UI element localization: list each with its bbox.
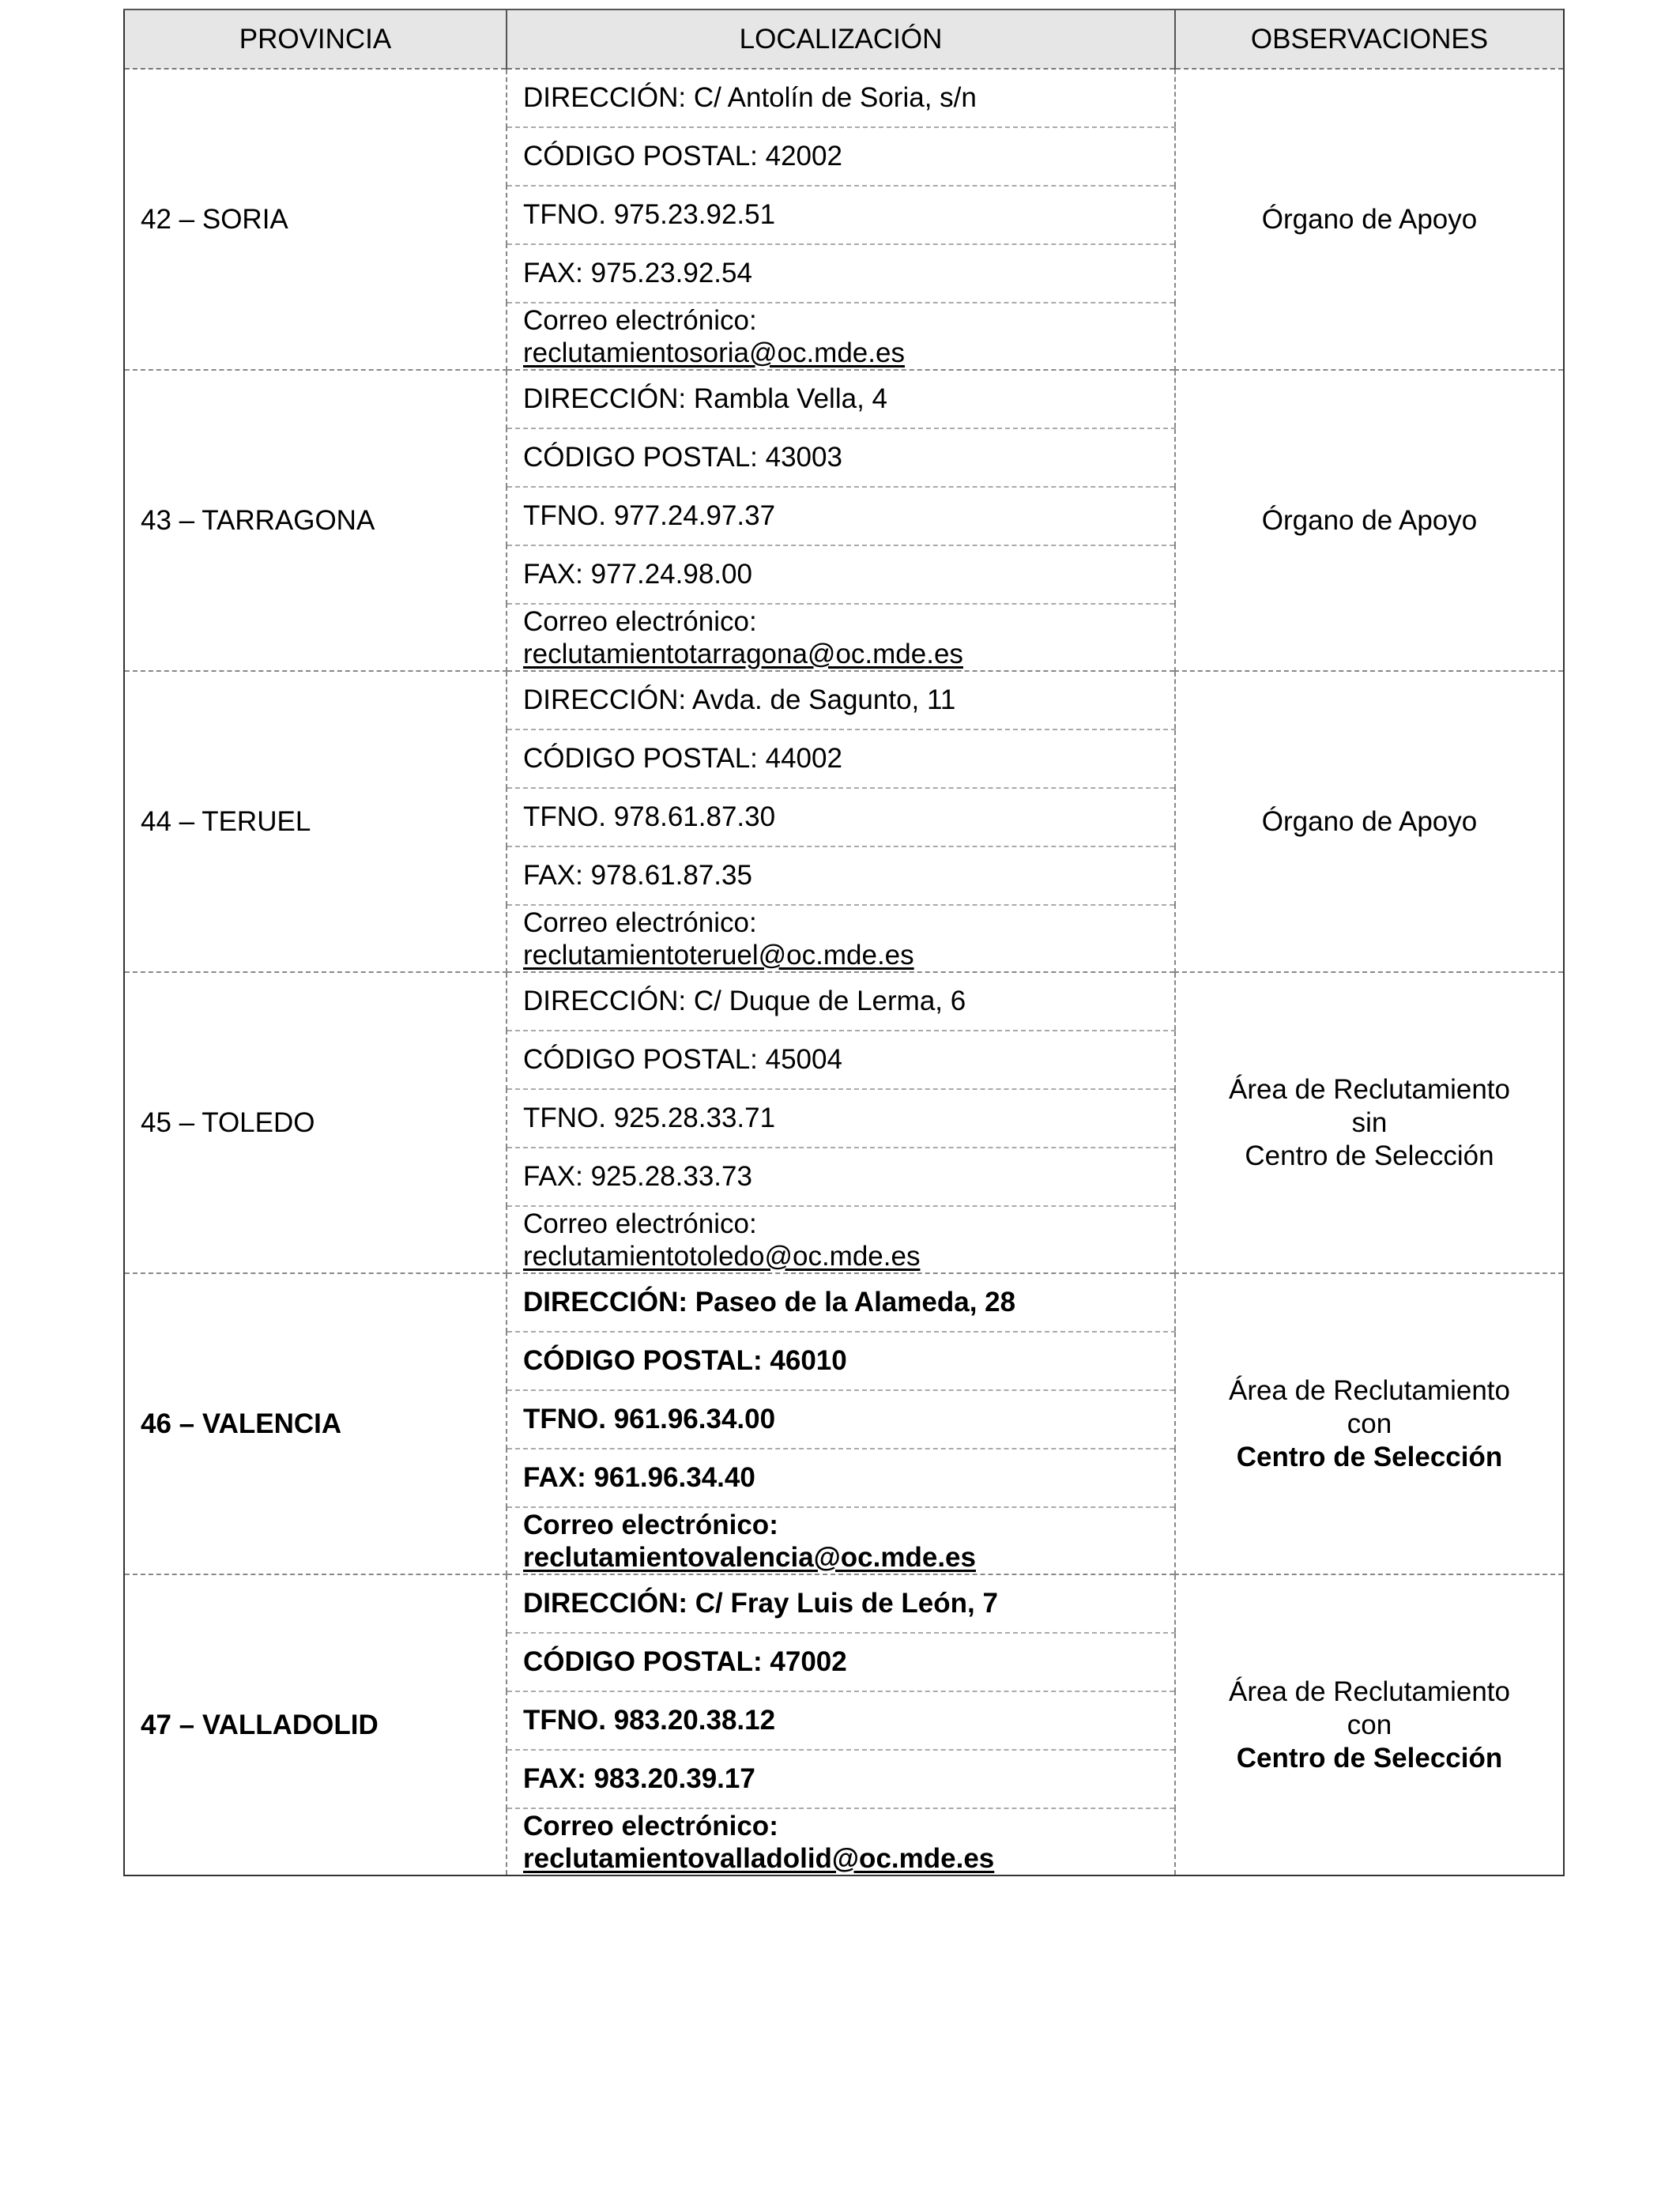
localizacion-telefono: TFNO. 925.28.33.71 <box>507 1089 1175 1148</box>
table-row <box>124 370 1564 428</box>
observaciones-line: Centro de Selección <box>1236 1742 1503 1774</box>
localizacion-telefono: TFNO. 961.96.34.00 <box>507 1390 1175 1449</box>
provincia-cell: 42 – SORIA <box>124 69 507 370</box>
localizacion-codigo-postal: CÓDIGO POSTAL: 42002 <box>507 127 1175 186</box>
correo-link[interactable]: reclutamientoteruel@oc.mde.es <box>523 939 914 971</box>
observaciones-line: sin <box>1351 1106 1388 1138</box>
localizacion-correo <box>507 1808 1175 1875</box>
localizacion-codigo-postal: CÓDIGO POSTAL: 46010 <box>507 1332 1175 1390</box>
localizacion-codigo-postal: CÓDIGO POSTAL: 43003 <box>507 428 1175 487</box>
correo-link[interactable]: reclutamientosoria@oc.mde.es <box>523 337 905 368</box>
correo-label: Correo electrónico: <box>523 907 757 938</box>
observaciones-line: Órgano de Apoyo <box>1261 805 1478 837</box>
localizacion-correo <box>507 303 1175 370</box>
correo-label: Correo electrónico: <box>523 1208 757 1239</box>
correo-label: Correo electrónico: <box>523 605 757 637</box>
correo-label: Correo electrónico: <box>523 1810 778 1842</box>
localizacion-fax: FAX: 975.23.92.54 <box>507 244 1175 303</box>
localizacion-direccion: DIRECCIÓN: C/ Fray Luis de León, 7 <box>507 1574 1175 1633</box>
observaciones-line: Centro de Selección <box>1236 1441 1503 1472</box>
observaciones-cell <box>1175 671 1564 972</box>
localizacion-direccion: DIRECCIÓN: Rambla Vella, 4 <box>507 370 1175 428</box>
observaciones-line: Área de Reclutamiento <box>1228 1073 1511 1105</box>
table-body <box>124 69 1564 1875</box>
localizacion-telefono: TFNO. 975.23.92.51 <box>507 186 1175 244</box>
localizacion-correo <box>507 1507 1175 1574</box>
localizacion-direccion: DIRECCIÓN: Avda. de Sagunto, 11 <box>507 671 1175 729</box>
header-localizacion: LOCALIZACIÓN <box>507 9 1175 69</box>
correo-label: Correo electrónico: <box>523 1509 778 1540</box>
localizacion-direccion: DIRECCIÓN: Paseo de la Alameda, 28 <box>507 1273 1175 1332</box>
observaciones-line: Órgano de Apoyo <box>1261 203 1478 235</box>
localizacion-fax: FAX: 977.24.98.00 <box>507 545 1175 604</box>
observaciones-line: con <box>1347 1709 1392 1740</box>
localizacion-telefono: TFNO. 977.24.97.37 <box>507 487 1175 545</box>
table-row <box>124 972 1564 1031</box>
localizacion-direccion: DIRECCIÓN: C/ Antolín de Soria, s/n <box>507 69 1175 127</box>
provincia-cell: 45 – TOLEDO <box>124 972 507 1273</box>
header-observaciones: OBSERVACIONES <box>1175 9 1564 69</box>
header-row <box>124 9 1564 69</box>
correo-link[interactable]: reclutamientotarragona@oc.mde.es <box>523 638 963 669</box>
correo-link[interactable]: reclutamientotoledo@oc.mde.es <box>523 1240 921 1272</box>
observaciones-line: Área de Reclutamiento <box>1228 1676 1511 1707</box>
localizacion-correo <box>507 905 1175 972</box>
localizacion-telefono: TFNO. 983.20.38.12 <box>507 1691 1175 1750</box>
localizacion-telefono: TFNO. 978.61.87.30 <box>507 788 1175 846</box>
localizacion-codigo-postal: CÓDIGO POSTAL: 47002 <box>507 1633 1175 1691</box>
localizacion-codigo-postal: CÓDIGO POSTAL: 44002 <box>507 729 1175 788</box>
localizacion-correo <box>507 1206 1175 1273</box>
observaciones-cell <box>1175 370 1564 671</box>
localizacion-fax: FAX: 925.28.33.73 <box>507 1148 1175 1206</box>
observaciones-cell <box>1175 1574 1564 1875</box>
observaciones-cell <box>1175 972 1564 1273</box>
observaciones-cell <box>1175 69 1564 370</box>
provincia-cell: 47 – VALLADOLID <box>124 1574 507 1875</box>
correo-link[interactable]: reclutamientovalladolid@oc.mde.es <box>523 1842 995 1874</box>
header-provincia: PROVINCIA <box>124 9 507 69</box>
localizacion-fax: FAX: 978.61.87.35 <box>507 846 1175 905</box>
recruitment-offices-table <box>123 9 1565 1876</box>
localizacion-fax: FAX: 961.96.34.40 <box>507 1449 1175 1507</box>
table-row <box>124 671 1564 729</box>
table-header <box>124 9 1564 69</box>
observaciones-cell <box>1175 1273 1564 1574</box>
table-row <box>124 1574 1564 1633</box>
observaciones-line: con <box>1347 1408 1392 1439</box>
localizacion-codigo-postal: CÓDIGO POSTAL: 45004 <box>507 1031 1175 1089</box>
correo-link[interactable]: reclutamientovalencia@oc.mde.es <box>523 1541 976 1573</box>
provincia-cell: 43 – TARRAGONA <box>124 370 507 671</box>
provincia-cell: 46 – VALENCIA <box>124 1273 507 1574</box>
localizacion-direccion: DIRECCIÓN: C/ Duque de Lerma, 6 <box>507 972 1175 1031</box>
table-row <box>124 1273 1564 1332</box>
observaciones-line: Órgano de Apoyo <box>1261 504 1478 536</box>
provincia-cell: 44 – TERUEL <box>124 671 507 972</box>
table-row <box>124 69 1564 127</box>
observaciones-line: Centro de Selección <box>1245 1140 1494 1171</box>
localizacion-correo <box>507 604 1175 671</box>
observaciones-line: Área de Reclutamiento <box>1228 1374 1511 1406</box>
localizacion-fax: FAX: 983.20.39.17 <box>507 1750 1175 1808</box>
correo-label: Correo electrónico: <box>523 304 757 336</box>
